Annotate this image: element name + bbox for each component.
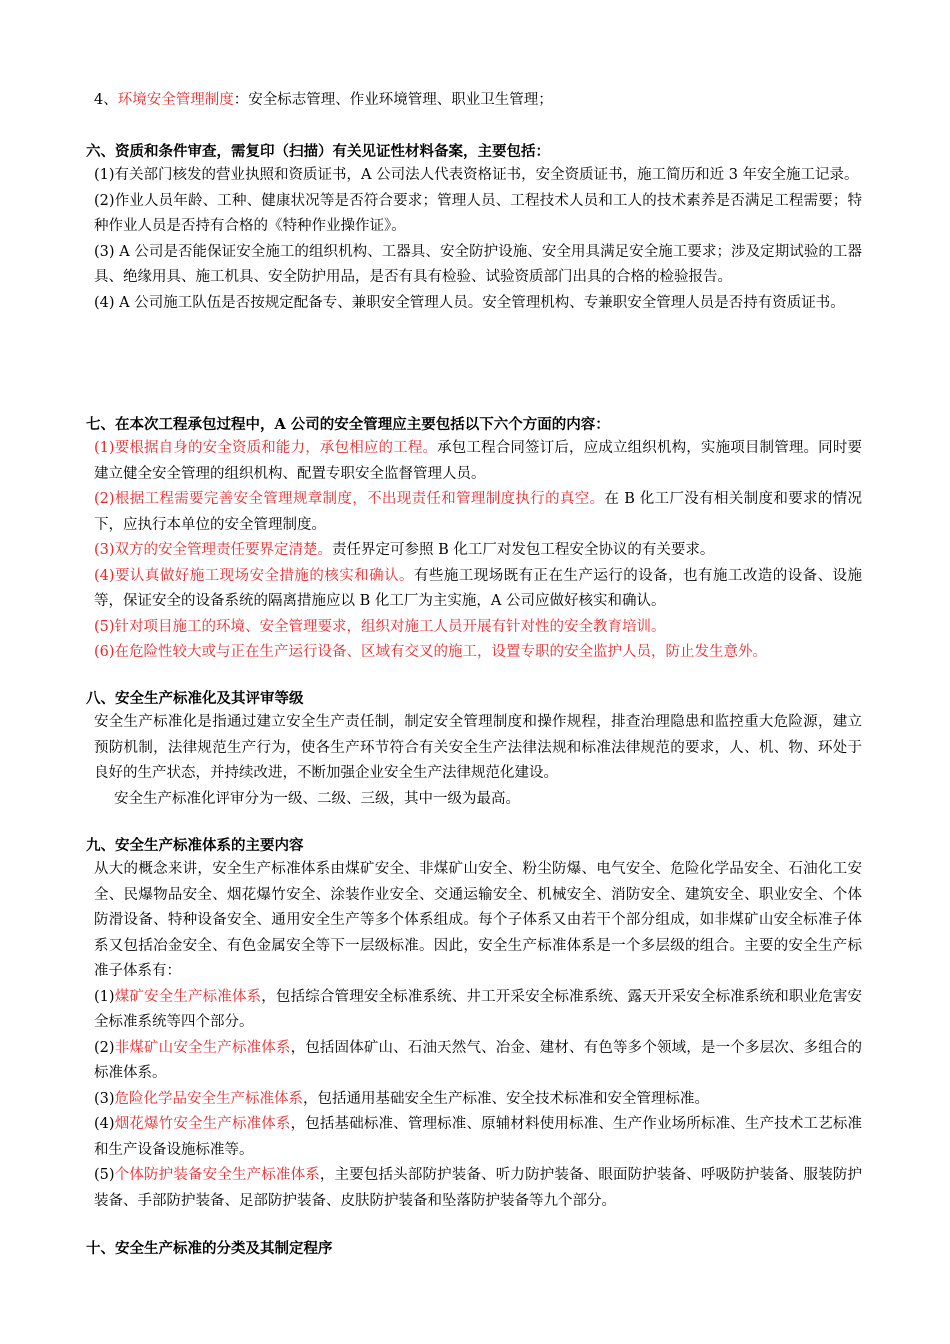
section-7-item-text: 承包工程合同签订后，应成立组织机构，实施项目制管理。同时要建立健全安全管理的组织机构、配置专职安全监督管理人员。	[94, 440, 862, 482]
section-7-item-highlight: (1)要根据自身的安全资质和能力，承包相应的工程。	[94, 440, 438, 456]
section-7-item-text: 有些施工现场既有正在生产运行的设备，也有施工改造的设备、设施等，保证安全的设备系统的隔离措施应以 B 化工厂为主实施，A 公司应做好核实和确认。	[94, 567, 862, 609]
section-7-item-text: 在 B 化工厂没有相关制度和要求的情况下，应执行本单位的安全管理制度。	[94, 491, 862, 533]
section-7-item-text: 责任界定可参照 B 化工厂对发包工程安全协议的有关要求。	[332, 542, 715, 558]
section-6-item: (2)作业人员年龄、工种、健康状况等是否符合要求；管理人员、工程技术人员和工人的技术素养是否满足工程需要；特种作业人员是否持有合格的《特种作业操作证》。	[94, 192, 862, 234]
section-9-item-number: (5)	[94, 1167, 115, 1183]
section-7-item	[94, 564, 862, 615]
section-7-item-highlight: (5)针对项目施工的环境、安全管理要求，组织对施工人员开展有针对性的安全教育培训。	[94, 618, 666, 635]
section-7-item-highlight: (2)根据工程需要完善安全管理规章制度，不出现责任和管理制度执行的真空。	[94, 491, 605, 507]
section-9-item	[94, 1036, 862, 1087]
section-9-item	[94, 1112, 862, 1163]
section-9-item-text: ，包括基础标准、管理标准、原辅材料使用标准、生产作业场所标准、生产技术工艺标准和生产设备设施标准等。	[94, 1116, 863, 1158]
section-7-item	[94, 538, 862, 564]
section-8-paragraph: 安全生产标准化评审分为一级、二级、三级，其中一级为最高。	[114, 790, 520, 807]
section-9-body	[94, 857, 862, 1214]
section-7-item	[94, 436, 862, 487]
section-6-item: (3) A 公司是否能保证安全施工的组织机构、工器具、安全防护设施、安全用具满足安全施工要求；涉及定期试验的工器具、绝缘用具、施工机具、安全防护用品，是否有具有检验、试验资质部门出具的合格的检验报告。	[94, 243, 862, 285]
section-6-item: (1)有关部门核发的营业执照和资质证书，A 公司法人代表资格证书，安全资质证书，施工简历和近 3 年安全施工记录。	[94, 167, 859, 183]
section-7-item	[94, 640, 862, 666]
section-6-body	[94, 163, 862, 316]
section-7-item	[94, 615, 862, 641]
section-9-item-text: ，包括综合管理安全标准系统、井工开采安全标准系统、露天开采安全标准系统和职业危害安全标准系统等四个部分。	[94, 988, 862, 1030]
section-9-item-text: ，主要包括头部防护装备、听力防护装备、眼面防护装备、呼吸防护装备、服装防护装备、手部防护装备、足部防护装备、皮肤防护装备和坠落防护装备等九个部分。	[94, 1167, 863, 1209]
section-9-item	[94, 985, 862, 1036]
section-7-body	[94, 436, 862, 666]
section-9-item-highlight: 个体防护装备安全生产标准体系	[114, 1167, 320, 1183]
section-6-title: 六、资质和条件审查，需复印（扫描）有关见证性材料备案，主要包括：	[86, 143, 550, 160]
section-9-item	[94, 1087, 862, 1113]
item-4-prefix: 4、	[94, 92, 118, 108]
section-9-title: 九、安全生产标准体系的主要内容	[86, 837, 304, 854]
item-4-highlight: 环境安全管理制度	[117, 92, 234, 108]
section-8-title: 八、安全生产标准化及其评审等级	[86, 690, 304, 707]
section-9-item-number: (2)	[94, 1039, 115, 1056]
section-8-paragraph: 安全生产标准化是指通过建立安全生产责任制，制定安全管理制度和操作规程，排查治理隐患和监控重大危险源，建立预防机制，法律规范生产行为，使各生产环节符合有关安全生产法律法规和标准法律规范的要求，人、机、物、环处于良好的生产状态，并持续改进，不断加强企业安全生产法律规范化建设。	[94, 714, 862, 781]
section-9-item-text: ，包括通用基础安全生产标准、安全技术标准和安全管理标准。	[303, 1090, 710, 1107]
section-9-item	[94, 1163, 862, 1214]
section-7-item-highlight: (4)要认真做好施工现场安全措施的核实和确认。	[94, 567, 414, 584]
section-7-item-highlight: (3)双方的安全管理责任要界定清楚。	[94, 542, 333, 558]
section-6-item: (4) A 公司施工队伍是否按规定配备专、兼职安全管理人员。安全管理机构、专兼职安全管理人员是否持有资质证书。	[94, 294, 845, 311]
section-9-item-highlight: 煤矿安全生产标准体系	[114, 988, 262, 1005]
section-9-item-highlight: 危险化学品安全生产标准体系	[114, 1090, 304, 1107]
section-9-item-number: (3)	[94, 1090, 115, 1107]
section-9-paragraph: 从大的概念来讲，安全生产标准体系由煤矿安全、非煤矿山安全、粉尘防爆、电气安全、危险化学品安全、石油化工安全、民爆物品安全、烟花爆竹安全、涂装作业安全、交通运输安全、机械安全、消防安全、建筑安全、职业安全、个体防滑设备、特种设备安全、通用安全生产等多个体系组成。每个子体系又由若干个部分组成，如非煤矿山安全标准子体系又包括冶金安全、有色金属安全等下一层级标准。因此，安全生产标准体系是一个多层级的组合。主要的安全生产标准子体系有：	[94, 861, 862, 979]
item-4-text: ：安全标志管理、作业环境管理、职业卫生管理；	[233, 92, 553, 108]
section-9-item-highlight: 非煤矿山安全生产标准体系	[114, 1039, 291, 1056]
section-9-item-text: ，包括固体矿山、石油天然气、冶金、建材、有色等多个领域，是一个多层次、多组合的标准体系。	[94, 1039, 863, 1081]
section-7-title: 七、在本次工程承包过程中，A 公司的安全管理应主要包括以下六个方面的内容：	[86, 416, 610, 433]
section-9-item-number: (1)	[94, 988, 115, 1005]
section-9-item-number: (4)	[94, 1116, 115, 1132]
section-10-title: 十、安全生产标准的分类及其制定程序	[86, 1240, 333, 1257]
section-9-item-highlight: 烟花爆竹安全生产标准体系	[114, 1116, 291, 1132]
section-7-item-highlight: (6)在危险性较大或与正在生产运行设备、区域有交叉的施工，设置专职的安全监护人员，防止发生意外。	[94, 644, 768, 660]
item-4	[94, 88, 862, 114]
section-7-item	[94, 487, 862, 538]
section-8-body	[94, 710, 862, 812]
